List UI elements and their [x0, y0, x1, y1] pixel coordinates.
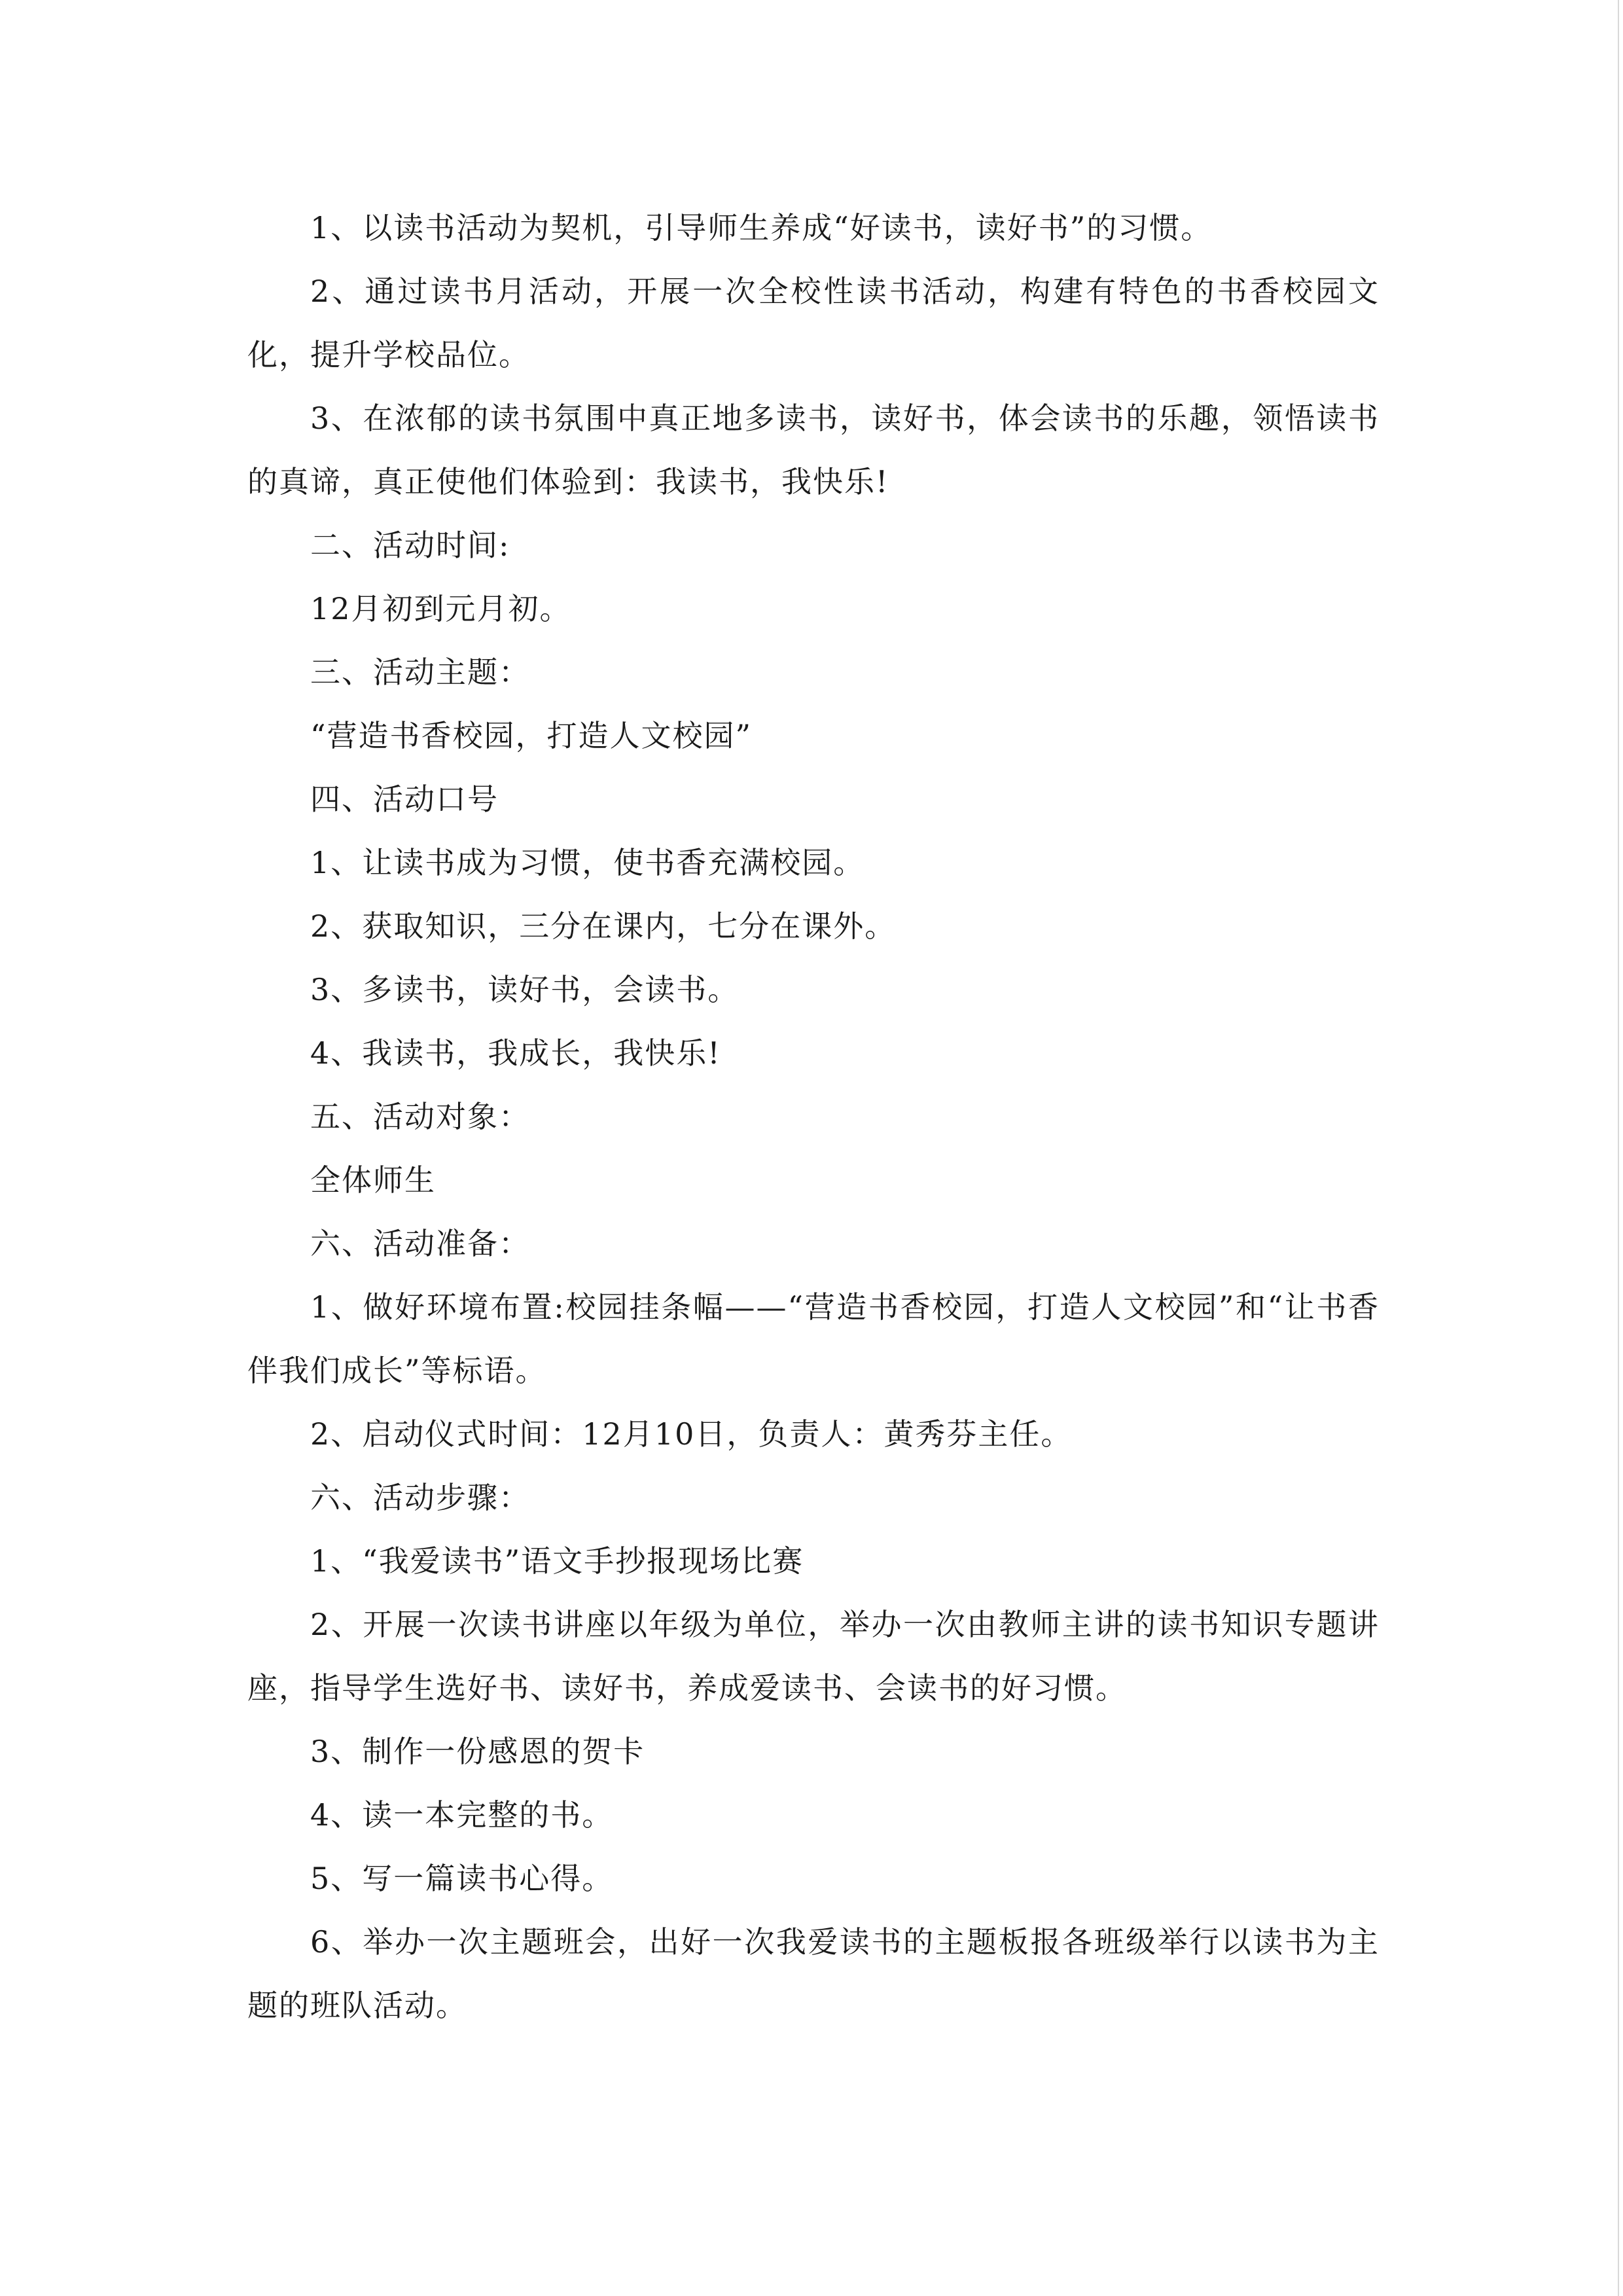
slogan-item-2: 2、获取知识，三分在课内，七分在课外。: [310, 908, 897, 944]
section-heading-theme: 三、活动主题：: [310, 655, 530, 690]
goal-item-3: 3、在浓郁的读书氛围中真正地多读书，读好书，体会读书的乐趣，领悟读书的真谛，真正使他们体验到：我读书，我快乐!: [247, 401, 1380, 499]
step-item-6: 6、举办一次主题班会，出好一次我爱读书的主题板报各班级举行以读书为主题的班队活动。: [247, 1924, 1380, 2023]
goal-item-2: 2、通过读书月活动，开展一次全校性读书活动，构建有特色的书香校园文化，提升学校品位。: [247, 274, 1380, 372]
goal-item-1: 1、以读书活动为契机，引导师生养成“好读书，读好书”的习惯。: [310, 210, 1213, 245]
step-item-5: 5、写一篇读书心得。: [310, 1861, 614, 1896]
section-heading-time: 二、活动时间:: [310, 528, 510, 563]
section-heading-preparation: 六、活动准备：: [310, 1226, 530, 1261]
slogan-item-4: 4、我读书，我成长，我快乐!: [310, 1035, 721, 1071]
slogan-item-3: 3、多读书，读好书，会读书。: [310, 972, 740, 1007]
section-heading-slogan: 四、活动口号: [310, 781, 499, 817]
preparation-item-1: 1、做好环境布置:校园挂条幅——“营造书香校园，打造人文校园”和“让书香伴我们成长”等标语。: [247, 1289, 1380, 1388]
step-item-1: 1、“我爱读书”语文手抄报现场比赛: [310, 1543, 804, 1579]
activity-time: 12月初到元月初。: [310, 591, 571, 626]
document-body: [247, 196, 1380, 2037]
section-heading-steps: 六、活动步骤：: [310, 1480, 530, 1515]
slogan-item-1: 1、让读书成为习惯，使书香充满校园。: [310, 845, 865, 880]
page-edge-divider: [1618, 0, 1619, 2296]
activity-participants: 全体师生: [310, 1162, 436, 1198]
section-heading-participants: 五、活动对象：: [310, 1099, 530, 1134]
activity-theme: “营造书香校园，打造人文校园”: [310, 718, 753, 753]
step-item-3: 3、制作一份感恩的贺卡: [310, 1734, 645, 1769]
preparation-item-2: 2、启动仪式时间：12月10日，负责人：黄秀芬主任。: [310, 1416, 1073, 1452]
step-item-2: 2、开展一次读书讲座以年级为单位，举办一次由教师主讲的读书知识专题讲座，指导学生选好书、读好书，养成爱读书、会读书的好习惯。: [247, 1607, 1380, 1706]
step-item-4: 4、读一本完整的书。: [310, 1797, 614, 1833]
